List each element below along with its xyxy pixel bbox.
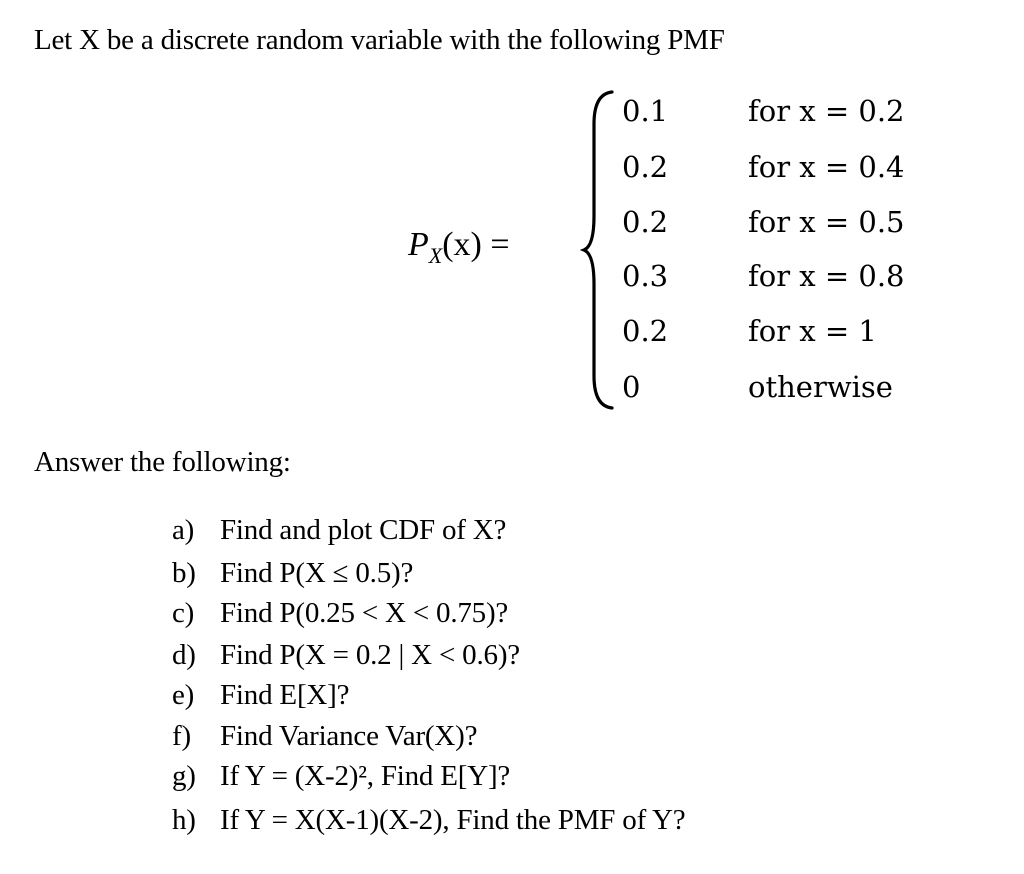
pmf-condition: for x = 0.8 bbox=[748, 259, 905, 293]
pmf-value: 0.1 bbox=[622, 94, 669, 128]
question-label: h) bbox=[172, 804, 196, 836]
pmf-symbol: P bbox=[408, 226, 429, 263]
pmf-value: 0.2 bbox=[622, 314, 669, 348]
pmf-condition: for x = 0.4 bbox=[748, 150, 905, 184]
question-label: g) bbox=[172, 760, 196, 792]
question-text: If Y = X(X-1)(X-2), Find the PMF of Y? bbox=[220, 804, 686, 836]
pmf-lhs bbox=[408, 226, 510, 268]
pmf-argument: (x) = bbox=[442, 226, 510, 263]
question-text: If Y = (X-2)², Find E[Y]? bbox=[220, 760, 511, 792]
intro-text: Let X be a discrete random variable with the following PMF bbox=[34, 24, 725, 56]
question-label: c) bbox=[172, 597, 195, 629]
question-text: Find and plot CDF of X? bbox=[220, 514, 507, 546]
pmf-condition: otherwise bbox=[748, 370, 893, 404]
pmf-value: 0.2 bbox=[622, 205, 669, 239]
pmf-value: 0 bbox=[622, 370, 641, 404]
pmf-condition: for x = 1 bbox=[748, 314, 877, 348]
answer-heading: Answer the following: bbox=[34, 446, 291, 478]
pmf-value: 0.3 bbox=[622, 259, 669, 293]
question-text: Find P(X = 0.2 | X < 0.6)? bbox=[220, 639, 520, 671]
pmf-value: 0.2 bbox=[622, 150, 669, 184]
pmf-condition: for x = 0.5 bbox=[748, 205, 905, 239]
question-label: f) bbox=[172, 720, 191, 752]
question-label: b) bbox=[172, 557, 196, 589]
pmf-condition: for x = 0.2 bbox=[748, 94, 905, 128]
question-text: Find P(X ≤ 0.5)? bbox=[220, 557, 414, 589]
question-label: e) bbox=[172, 679, 195, 711]
question-text: Find E[X]? bbox=[220, 679, 350, 711]
left-brace bbox=[580, 88, 620, 412]
question-label: d) bbox=[172, 639, 196, 671]
question-text: Find Variance Var(X)? bbox=[220, 720, 478, 752]
question-text: Find P(0.25 < X < 0.75)? bbox=[220, 597, 509, 629]
pmf-subscript: X bbox=[428, 243, 443, 268]
question-label: a) bbox=[172, 514, 195, 546]
